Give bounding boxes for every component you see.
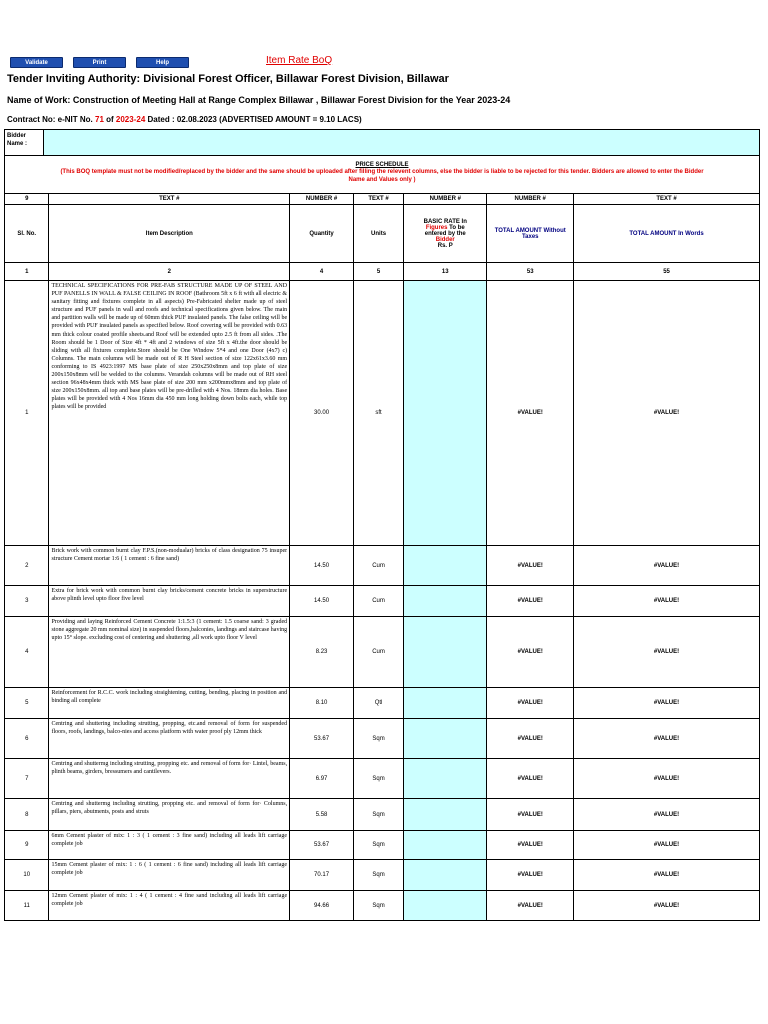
item-description-cell [49,831,290,860]
quantity-cell: 14.50 [290,546,354,586]
quantity-cell: 5.58 [290,799,354,831]
header-basic-rate [404,205,487,263]
table-row [5,831,760,860]
column-number-cell: 53 [487,263,574,281]
column-number-cell: 55 [574,263,760,281]
basic-rate-input[interactable] [404,617,487,688]
basic-rate-input[interactable] [404,719,487,759]
quantity-cell: 94.66 [290,891,354,921]
bidder-name-input[interactable] [44,130,759,155]
column-number-cell: 5 [353,263,403,281]
quantity-cell: 8.10 [290,688,354,719]
bidder-name-row [4,129,760,156]
column-type-cell: TEXT # [49,194,290,205]
units-cell: Cum [353,617,403,688]
column-number-cell: 1 [5,263,49,281]
column-number-cell: 2 [49,263,290,281]
basic-rate-input[interactable] [404,281,487,546]
table-row [5,617,760,688]
sl-no-cell: 3 [5,586,49,617]
quantity-cell: 53.67 [290,831,354,860]
basic-rate-line-1: BASIC RATE In [423,218,467,225]
column-type-cell: TEXT # [574,194,760,205]
amount-in-words-cell: #VALUE! [574,831,760,860]
help-button[interactable]: Help [136,57,189,68]
item-description-cell [49,759,290,799]
header-total-amount: TOTAL AMOUNT Without Taxes [487,205,574,263]
print-button[interactable]: Print [73,57,126,68]
amount-in-words-cell: #VALUE! [574,759,760,799]
total-amount-cell: #VALUE! [487,891,574,921]
sl-no-cell: 7 [5,759,49,799]
column-type-cell: 9 [5,194,49,205]
item-description-cell [49,719,290,759]
contract-of: of [103,115,116,124]
basic-rate-input[interactable] [404,799,487,831]
sl-no-cell: 1 [5,281,49,546]
contract-suffix: Dated : 02.08.2023 (ADVERTISED AMOUNT = 9.10 LACS) [145,115,362,124]
units-cell: sft [353,281,403,546]
units-cell: Qtl [353,688,403,719]
item-description-cell [49,281,290,546]
header-item-description: Item Description [49,205,290,263]
total-amount-cell: #VALUE! [487,831,574,860]
column-type-cell: NUMBER # [404,194,487,205]
amount-in-words-cell: #VALUE! [574,799,760,831]
total-amount-cell: #VALUE! [487,546,574,586]
validate-button[interactable]: Validate [10,57,63,68]
amount-in-words-cell: #VALUE! [574,891,760,921]
units-cell: Sqm [353,891,403,921]
basic-rate-rs-p: Rs. P [437,242,453,249]
basic-rate-figures: Figures [425,224,448,231]
table-row [5,799,760,831]
header-total-in-words: TOTAL AMOUNT In Words [574,205,760,263]
contract-prefix: Contract No: e-NIT No. [7,115,95,124]
item-description-text: 12mm Cement plaster of mix: 1 : 4 ( 1 cement : 4 fine sand including all leads lift carriage complete job [51,893,288,908]
item-description-text: Centring and shuttermg including strutting, propping etc. and removal of form for· Lintel, beams, plinth beams, girders, bressumers and cantilevers. [51,761,288,776]
price-schedule-title: PRICE SCHEDULE [355,162,409,168]
column-header-row [5,205,760,263]
item-description-text: Centring and shuttering including strutting, propping, etc.and removal of form for suspended floors, roofs, landings, balco-nies and access platform with water proof ply 12mm thick [51,721,288,736]
units-cell: Sqm [353,831,403,860]
sl-no-cell: 10 [5,860,49,891]
item-description-text: 15mm Cement plaster of mix: 1 : 6 ( 1 cement : 6 fine sand) including all leads lift carriage complete job [51,862,288,877]
sl-no-cell: 5 [5,688,49,719]
name-of-work: Name of Work: Construction of Meeting Hall at Range Complex Billawar , Billawar Forest Division for the Year 2023-24 [7,95,511,105]
header-quantity: Quantity [290,205,354,263]
amount-in-words-cell: #VALUE! [574,281,760,546]
column-type-row [5,194,760,205]
quantity-cell: 70.17 [290,860,354,891]
item-description-text: Providing and laying Reinforced Cement Concrete 1:1.5:3 (1 cement: 1.5 coarse sand: 3 graded stone aggregate 20 mm nominal size) in suspended floors,balconies, landings and staircase having upto 15° slope. excluding cost of centering and shuttering ,all work upto floor V level [51,619,288,642]
quantity-cell: 53.67 [290,719,354,759]
total-amount-cell: #VALUE! [487,719,574,759]
item-description-cell [49,891,290,921]
sl-no-cell: 2 [5,546,49,586]
item-description-cell [49,799,290,831]
table-row [5,759,760,799]
basic-rate-input[interactable] [404,860,487,891]
tender-authority: Tender Inviting Authority: Divisional Forest Officer, Billawar Forest Division, Billawar [7,73,449,85]
item-description-text: Centring and shuttermg including strutting, propping etc. and removal of form for· Columns, pillars, piers, abutments, posts and struts [51,801,288,816]
column-type-cell: TEXT # [353,194,403,205]
basic-rate-line-3: entered by the [424,230,466,237]
quantity-cell: 14.50 [290,586,354,617]
quantity-cell: 8.23 [290,617,354,688]
basic-rate-input[interactable] [404,891,487,921]
sl-no-cell: 4 [5,617,49,688]
units-cell: Sqm [353,719,403,759]
table-row [5,688,760,719]
sl-no-cell: 9 [5,831,49,860]
basic-rate-to-be: To be [447,224,465,231]
item-description-text: TECHNICAL SPECIFICATIONS FOR PRE-FAB STRUCTURE MADE UP OF STEEL AND PUF PANELLS IN WALL & FALSE CEILING IN ROOF (Bathroom 5ft x 6 ft with all electric & sanitary fitting and fixtures complete in all aspects) Pre-Fabricated shelter made up of steel structure and PUF panels in wall and roofs and technical specifications given below. The main and partition walls will be made up of 60mm thick PUF insulated panels. The false ceiling will be provided with PUF insulated panels as specified below. Roof covering will be provided with 0.63 mm thick colour coated profile sheets.and Roof will be extended upto 2.5 ft from all sides. .The Room should be 1 Door of Size 4ft * 4ft and 2 windows of size 5ft x 4ft.the door should be sliding with all fixtures complete.Store should be One Window 5*4 and one Door (4x7) c) Columns. The main columns will be made out of R H Steel section of size 122x61x3.60 mm conforming to IS 4923:1997 MS base plate of size 250x250x8mm and top plate of size 200x150x8mm will be welded to the columns. Verandah columns will be made out of RH steel section 96x48x4mm thick with MS base plate of size 200 mm x200mmx8mm and top plate of size 200x150x8mm. all top and base plates will be pre-drilled with 4 Nos. 18mm dia holes. Base plates will be provided with 4 Nos 16mm dia 450 mm long holding down bolts each, while top plates will be provided [51,283,288,411]
table-row [5,891,760,921]
bidder-name-label: Bidder Name : [5,130,44,155]
basic-rate-input[interactable] [404,688,487,719]
quantity-cell: 30.00 [290,281,354,546]
amount-in-words-cell: #VALUE! [574,546,760,586]
contract-line [7,115,362,124]
table-row [5,860,760,891]
nit-number: 71 [95,115,104,124]
table-row [5,586,760,617]
units-cell: Cum [353,546,403,586]
total-amount-cell: #VALUE! [487,799,574,831]
sl-no-cell: 6 [5,719,49,759]
units-cell: Sqm [353,799,403,831]
price-schedule-banner [4,156,760,193]
item-description-cell [49,860,290,891]
amount-in-words-cell: #VALUE! [574,617,760,688]
table-row [5,281,760,546]
basic-rate-input[interactable] [404,759,487,799]
price-schedule-warning: (This BOQ template must not be modified/replaced by the bidder and the same should be uploaded after filling the relevent columns, else the bidder is liable to be rejected for this tender. Bidders are allowed to enter the Bidder Name and Values only ) [60,169,704,183]
basic-rate-bidder: Bidder [435,236,455,243]
quantity-cell: 6.97 [290,759,354,799]
header-sl-no: Sl. No. [5,205,49,263]
units-cell: Cum [353,586,403,617]
basic-rate-input[interactable] [404,546,487,586]
table-row [5,546,760,586]
column-number-cell: 13 [404,263,487,281]
table-row [5,719,760,759]
units-cell: Sqm [353,759,403,799]
column-number-cell: 4 [290,263,354,281]
item-description-text: 6mm Cement plaster of mix: 1 : 3 ( 1 cement : 3 fine sand) including all leads lift carriage complete job [51,833,288,848]
column-type-cell: NUMBER # [487,194,574,205]
item-description-text: Brick work with common burnt clay F.P.S.(non-modualar) bricks of class designation 75 insuper structure Cement mortar 1:6 ( 1 cement : 6 fine sand) [51,548,288,563]
amount-in-words-cell: #VALUE! [574,586,760,617]
basic-rate-input[interactable] [404,586,487,617]
total-amount-cell: #VALUE! [487,688,574,719]
basic-rate-input[interactable] [404,831,487,860]
total-amount-cell: #VALUE! [487,617,574,688]
item-description-cell [49,546,290,586]
item-description-cell [49,617,290,688]
item-description-cell [49,688,290,719]
total-amount-cell: #VALUE! [487,586,574,617]
item-description-cell [49,586,290,617]
total-amount-cell: #VALUE! [487,281,574,546]
column-type-cell: NUMBER # [290,194,354,205]
total-amount-cell: #VALUE! [487,860,574,891]
amount-in-words-cell: #VALUE! [574,860,760,891]
item-description-text: Extra for brick work with common burnt clay bricks/cement concrete bricks in superstructure above plinth level upto floor five level [51,588,288,603]
item-description-text: Reinforcement for R.C.C. work including straightening, cutting, bending, placing in position and binding all complete [51,690,288,705]
contract-year: 2023-24 [115,115,146,124]
sl-no-cell: 11 [5,891,49,921]
sl-no-cell: 8 [5,799,49,831]
column-number-row [5,263,760,281]
units-cell: Sqm [353,860,403,891]
header-units: Units [353,205,403,263]
document-title: Item Rate BoQ [266,55,333,66]
amount-in-words-cell: #VALUE! [574,688,760,719]
total-amount-cell: #VALUE! [487,759,574,799]
amount-in-words-cell: #VALUE! [574,719,760,759]
boq-table [4,193,760,921]
